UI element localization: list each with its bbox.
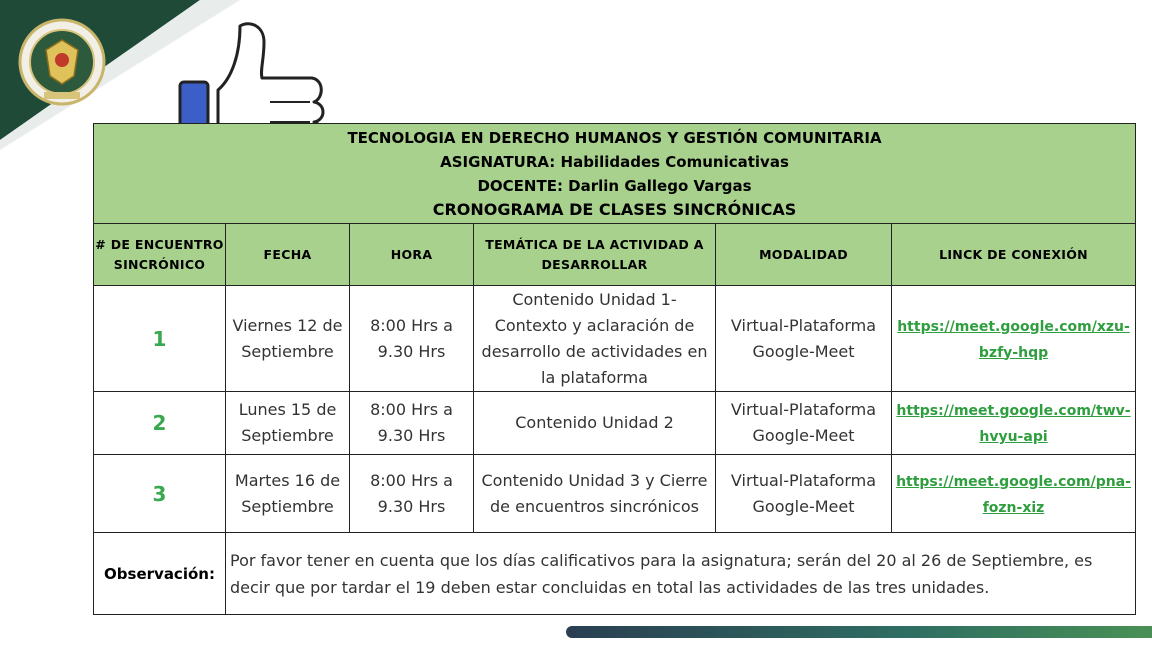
- col-header-fecha: FECHA: [226, 224, 350, 286]
- encounter-number: 3: [94, 455, 226, 533]
- topic-cell: Contenido Unidad 3 y Cierre de encuentros sincrónicos: [474, 455, 716, 533]
- time-cell: 8:00 Hrs a 9.30 Hrs: [350, 392, 474, 455]
- observation-text: Por favor tener en cuenta que los días calificativos para la asignatura; serán del 20 al 26 de Septiembre, es decir que por tardar el 19 deben estar concluidas en total las actividades de las tres unidades.: [226, 533, 1136, 615]
- schedule-table: [93, 123, 1136, 615]
- table-header-row: [94, 224, 1136, 286]
- col-header-modalidad: MODALIDAD: [716, 224, 892, 286]
- program-title: TECNOLOGIA EN DERECHO HUMANOS Y GESTIÓN COMUNITARIA: [347, 128, 882, 147]
- table-row: [94, 455, 1136, 533]
- modality-cell: Virtual-Plataforma Google-Meet: [716, 455, 892, 533]
- topic-cell: Contenido Unidad 1- Contexto y aclaración de desarrollo de actividades en la plataforma: [474, 286, 716, 392]
- date-cell: Martes 16 de Septiembre: [226, 455, 350, 533]
- time-cell: 8:00 Hrs a 9.30 Hrs: [350, 286, 474, 392]
- footer-bar: [566, 626, 1152, 638]
- meet-link[interactable]: https://meet.google.com/twv-hvyu-api: [896, 403, 1131, 445]
- meet-link[interactable]: https://meet.google.com/xzu-bzfy-hqp: [897, 318, 1130, 361]
- time-cell: 8:00 Hrs a 9.30 Hrs: [350, 455, 474, 533]
- encounter-number: 1: [94, 286, 226, 392]
- subject-title: ASIGNATURA: Habilidades Comunicativas: [440, 152, 789, 171]
- meet-link[interactable]: https://meet.google.com/pna-fozn-xiz: [896, 473, 1131, 516]
- col-header-tematica: TEMÁTICA DE LA ACTIVIDAD A DESARROLLAR: [474, 224, 716, 286]
- table-row: [94, 286, 1136, 392]
- police-emblem-icon: [20, 20, 104, 104]
- encounter-number: 2: [94, 392, 226, 455]
- observation-label: Observación:: [94, 533, 226, 615]
- teacher-title: DOCENTE: Darlin Gallego Vargas: [477, 176, 752, 195]
- col-header-link: LINCK DE CONEXIÓN: [892, 224, 1136, 286]
- table-title: [94, 124, 1136, 224]
- modality-cell: Virtual-Plataforma Google-Meet: [716, 286, 892, 392]
- col-header-hora: HORA: [350, 224, 474, 286]
- topic-cell: Contenido Unidad 2: [474, 392, 716, 455]
- table-row: [94, 392, 1136, 455]
- modality-cell: Virtual-Plataforma Google-Meet: [716, 392, 892, 455]
- col-header-encuentro: # DE ENCUENTRO SINCRÓNICO: [94, 224, 226, 286]
- date-cell: Viernes 12 de Septiembre: [226, 286, 350, 392]
- observation-row: [94, 533, 1136, 615]
- schedule-title: CRONOGRAMA DE CLASES SINCRÓNICAS: [432, 199, 797, 219]
- date-cell: Lunes 15 de Septiembre: [226, 392, 350, 455]
